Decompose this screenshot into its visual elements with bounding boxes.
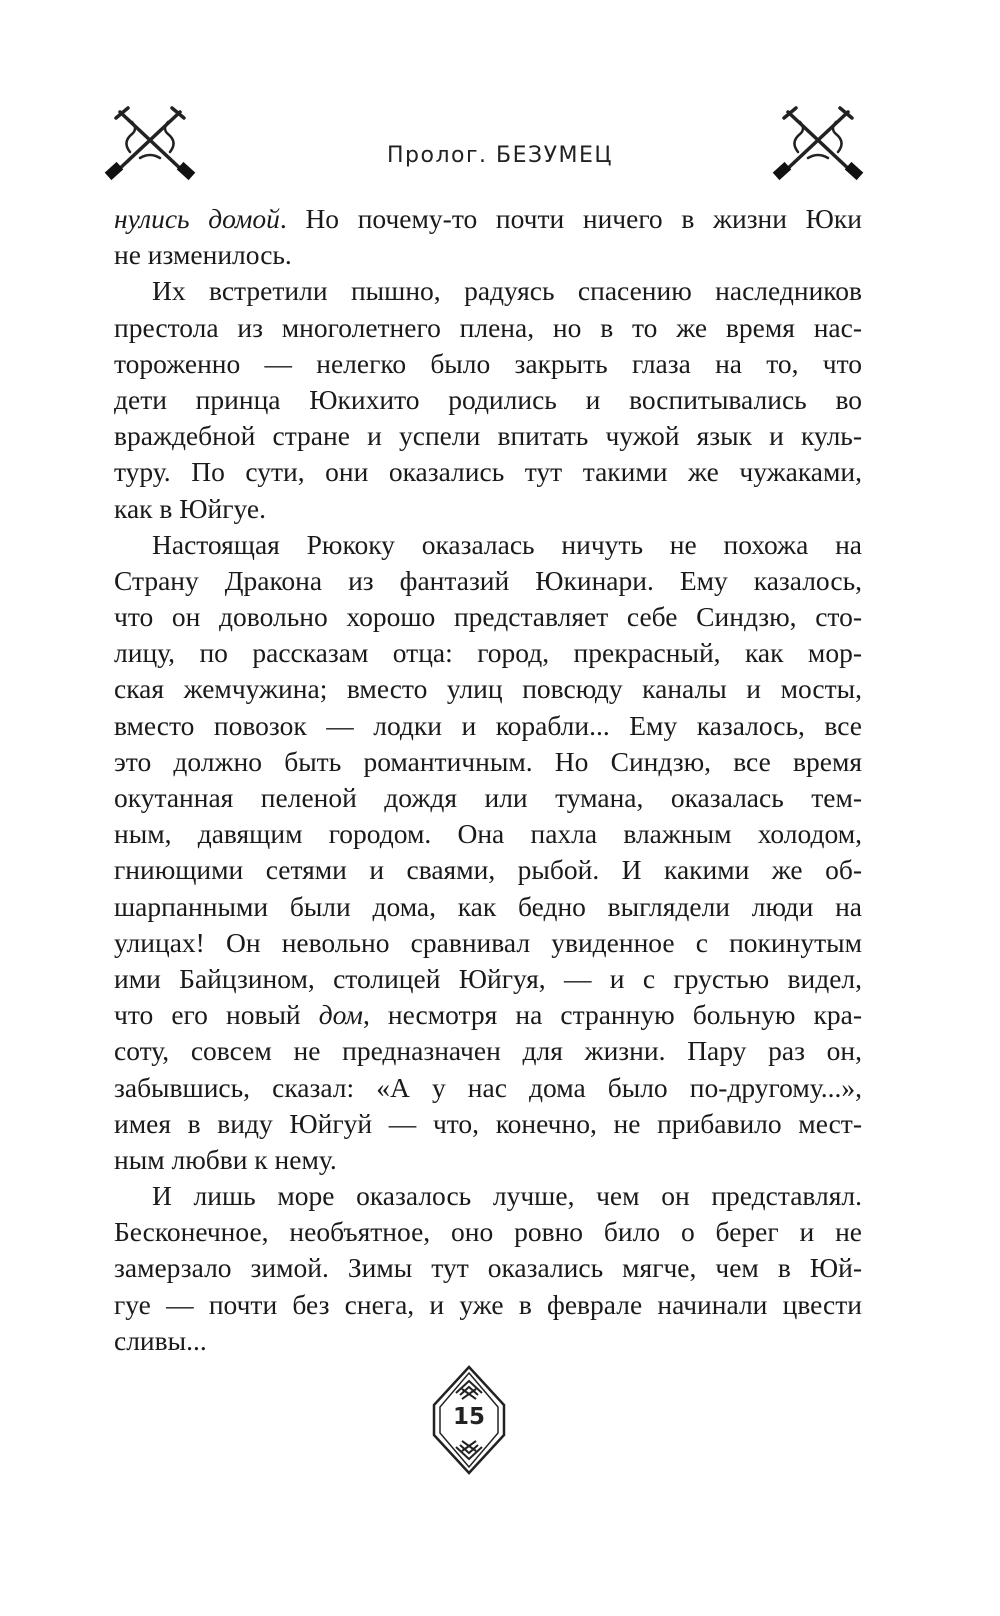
- text-span: что его новый: [114, 999, 319, 1031]
- text-line: это должно быть романтичным. Но Синдзю, все время: [114, 745, 862, 777]
- crossed-swords-icon: [768, 100, 868, 190]
- text-line: престола из многолетнего плена, но в то же время нас-: [114, 311, 862, 343]
- text-line: окутанная пеленой дождя или тумана, оказалась тем-: [114, 782, 862, 813]
- running-head: Пролог. БЕЗУМЕЦ: [387, 143, 613, 168]
- text-line: улицах! Он невольно сравнивал увиденное с покинутым: [114, 926, 862, 958]
- text-line: тороженно — нелегко было закрыть глаза на то, что: [114, 347, 862, 379]
- text-line: как в Юйгуе.: [114, 492, 266, 524]
- text-line: Бесконечное, необъятное, оно ровно било о берег и не: [114, 1216, 862, 1248]
- text-line: гуе — почти без снега, и уже в феврале начинали цвести: [114, 1288, 862, 1320]
- text-line: вместо повозок — лодки и корабли... Ему казалось, все: [114, 709, 862, 741]
- text-span: , несмотря на странную больную кра-: [362, 999, 862, 1031]
- paragraph-first-line: Настоящая Рюкоку оказалась ничуть не похожа на: [152, 528, 862, 560]
- paragraph-first-line: Их встретили пышно, радуясь спасению наследников: [152, 275, 862, 307]
- body-text: [114, 201, 862, 1359]
- paragraph-first-line: И лишь море оказалось лучше, чем он представлял.: [152, 1180, 862, 1212]
- text-line: ным любви к нему.: [114, 1143, 337, 1175]
- text-span: . Но почему-то почти ничего в жизни Юки: [279, 203, 862, 234]
- text-line: лицу, по рассказам отца: город, прекрасный, как мор-: [114, 637, 862, 669]
- text-line: дети принца Юкихито родились и воспитывались во: [114, 383, 862, 415]
- page-header: [0, 100, 1000, 190]
- text-line: имея в виду Юйгуй — что, конечно, не прибавило мест-: [114, 1107, 862, 1139]
- text-line: ими Байцзином, столицей Юйгуя, — и с грустью видел,: [114, 962, 862, 994]
- text-line: шарпанными были дома, как бедно выглядели люди на: [114, 890, 862, 922]
- text-line: не изменилось.: [114, 239, 292, 271]
- italic-span: нулись домой: [114, 203, 280, 234]
- page-number-badge: [432, 1365, 506, 1475]
- text-line: ская жемчужина; вместо улиц повсюду каналы и мосты,: [114, 673, 862, 705]
- text-line: гниющими сетями и сваями, рыбой. И какими же об-: [114, 854, 862, 886]
- text-line: что он довольно хорошо представляет себе Синдзю, сто-: [114, 601, 862, 633]
- text-line: сливы...: [114, 1324, 207, 1356]
- text-line: соту, совсем не предназначен для жизни. Пару раз он,: [114, 1035, 862, 1067]
- text-line: враждебной стране и успели впитать чужой язык и куль-: [114, 420, 862, 452]
- text-line: забывшись, сказал: «А у нас дома было по-другому...»,: [114, 1071, 862, 1103]
- text-line: замерзало зимой. Зимы тут оказались мягче, чем в Юй-: [114, 1252, 862, 1284]
- text-line: [114, 201, 862, 237]
- text-line: [114, 997, 862, 1033]
- text-line: ным, давящим городом. Она пахла влажным холодом,: [114, 818, 862, 850]
- text-line: туру. По сути, они оказались тут такими же чужаками,: [114, 456, 862, 488]
- italic-span: дом: [318, 999, 363, 1031]
- page-number: 15: [452, 1404, 485, 1430]
- text-line: Страну Дракона из фантазий Юкинари. Ему казалось,: [114, 564, 862, 596]
